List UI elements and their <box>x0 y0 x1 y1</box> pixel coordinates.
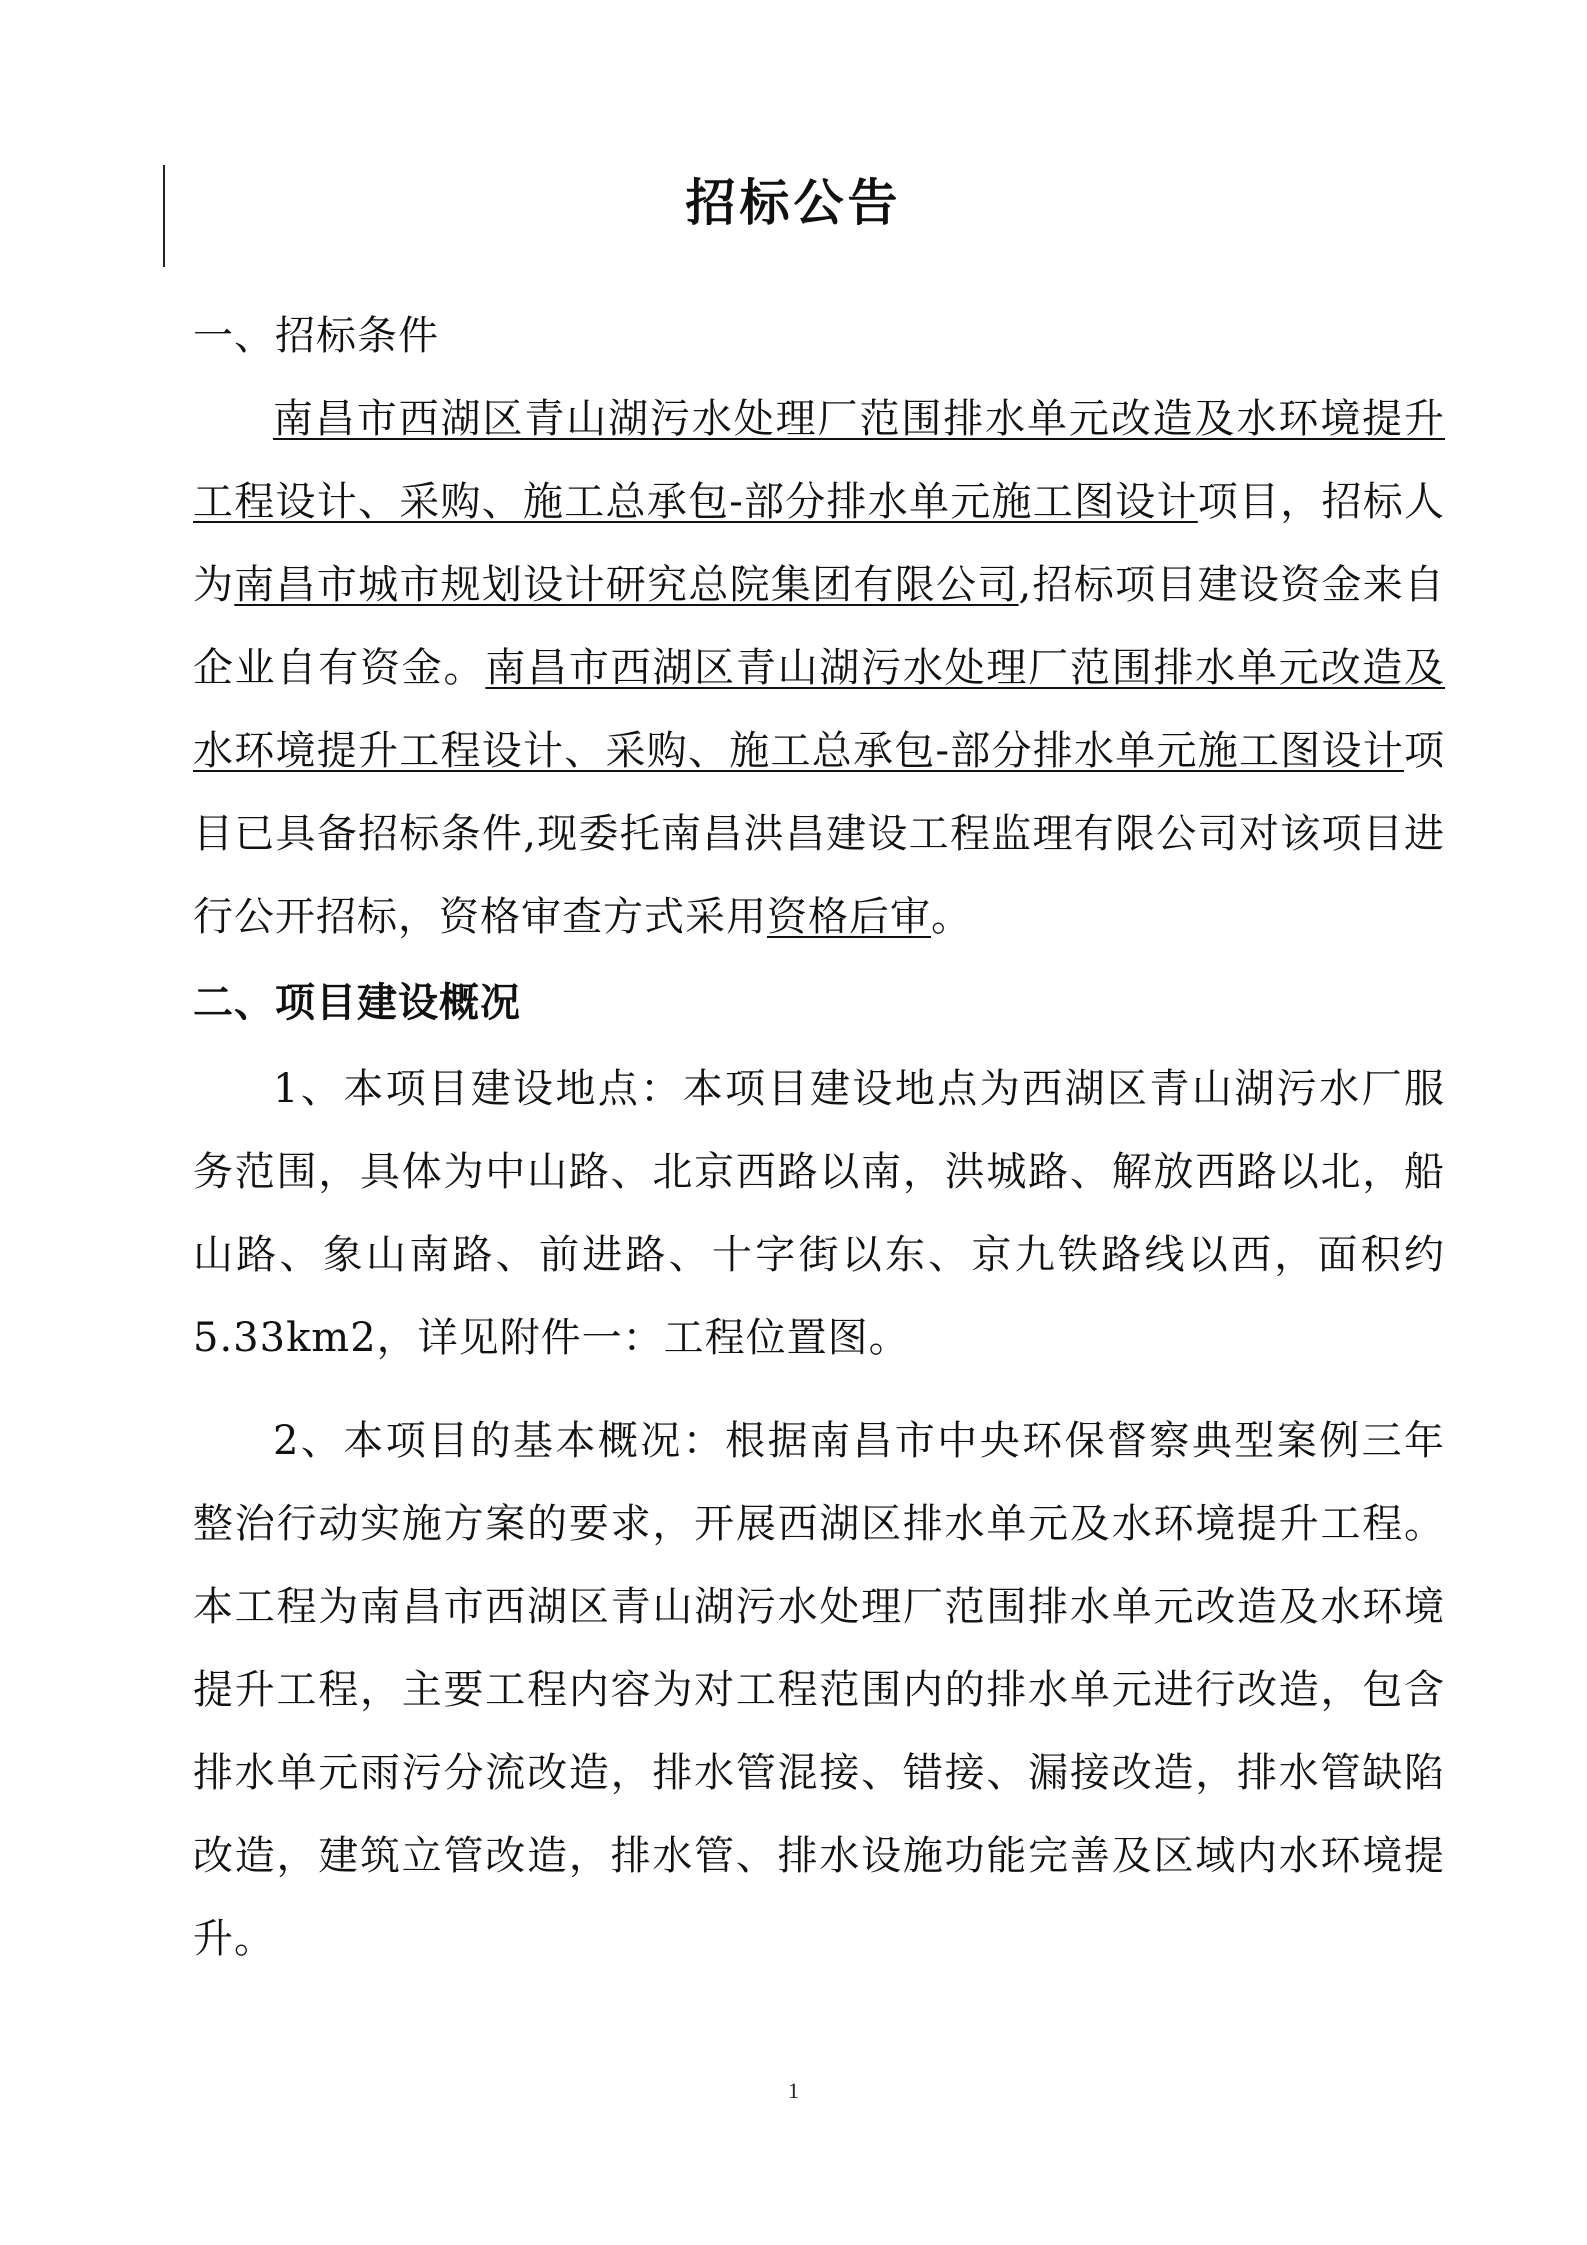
section-heading-conditions: 一、招标条件 <box>193 313 439 359</box>
section-heading-overview: 二、项目建设概况 <box>193 979 521 1026</box>
paragraph-tender-conditions <box>193 378 1445 959</box>
paragraph-text: 项目已具备招标条件,现委托南昌洪昌建设工程监理有限公司对该项目进行公开招标，资格审查方式采用 <box>193 728 1445 940</box>
document-body <box>193 295 1445 1981</box>
project-name: 南昌市西湖区青山湖污水处理厂范围排水单元改造及水环境提升工程设计、采购、施工总承包-部分排水单元施工图设计 <box>193 396 1445 525</box>
review-method: 资格后审 <box>767 894 931 940</box>
paragraph-location: 1、本项目建设地点：本项目建设地点为西湖区青山湖污水厂服务范围，具体为中山路、北京西路以南，洪城路、解放西路以北，船山路、象山南路、前进路、十字街以东、京九铁路线以西，面积约5.33km2，详见附件一：工程位置图。 <box>193 1066 1445 1361</box>
paragraph-overview: 2、本项目的基本概况：根据南昌市中央环保督察典型案例三年整治行动实施方案的要求，开展西湖区排水单元及水环境提升工程。本工程为南昌市西湖区青山湖污水处理厂范围排水单元改造及水环境提升工程，主要工程内容为对工程范围内的排水单元进行改造，包含排水单元雨污分流改造，排水管混接、错接、漏接改造，排水管缺陷改造，建筑立管改造，排水管、排水设施功能完善及区域内水环境提升。 <box>193 1418 1445 1962</box>
page-title: 招标公告 <box>685 173 902 232</box>
project-name: 南昌市西湖区青山湖污水处理厂范围排水单元改造及水环境提升工程设计、采购、施工总承包-部分排水单元施工图设计 <box>193 645 1446 774</box>
page-number: 1 <box>788 2078 799 2103</box>
paragraph-text: ,招标项目建设资金来自企业自有资金。 <box>193 562 1446 691</box>
tenderer-name: 南昌市城市规划设计研究总院集团有限公司 <box>234 562 1019 608</box>
paragraph-text: 。 <box>931 894 972 940</box>
paragraph-text: 项目，招标人为 <box>193 479 1446 608</box>
